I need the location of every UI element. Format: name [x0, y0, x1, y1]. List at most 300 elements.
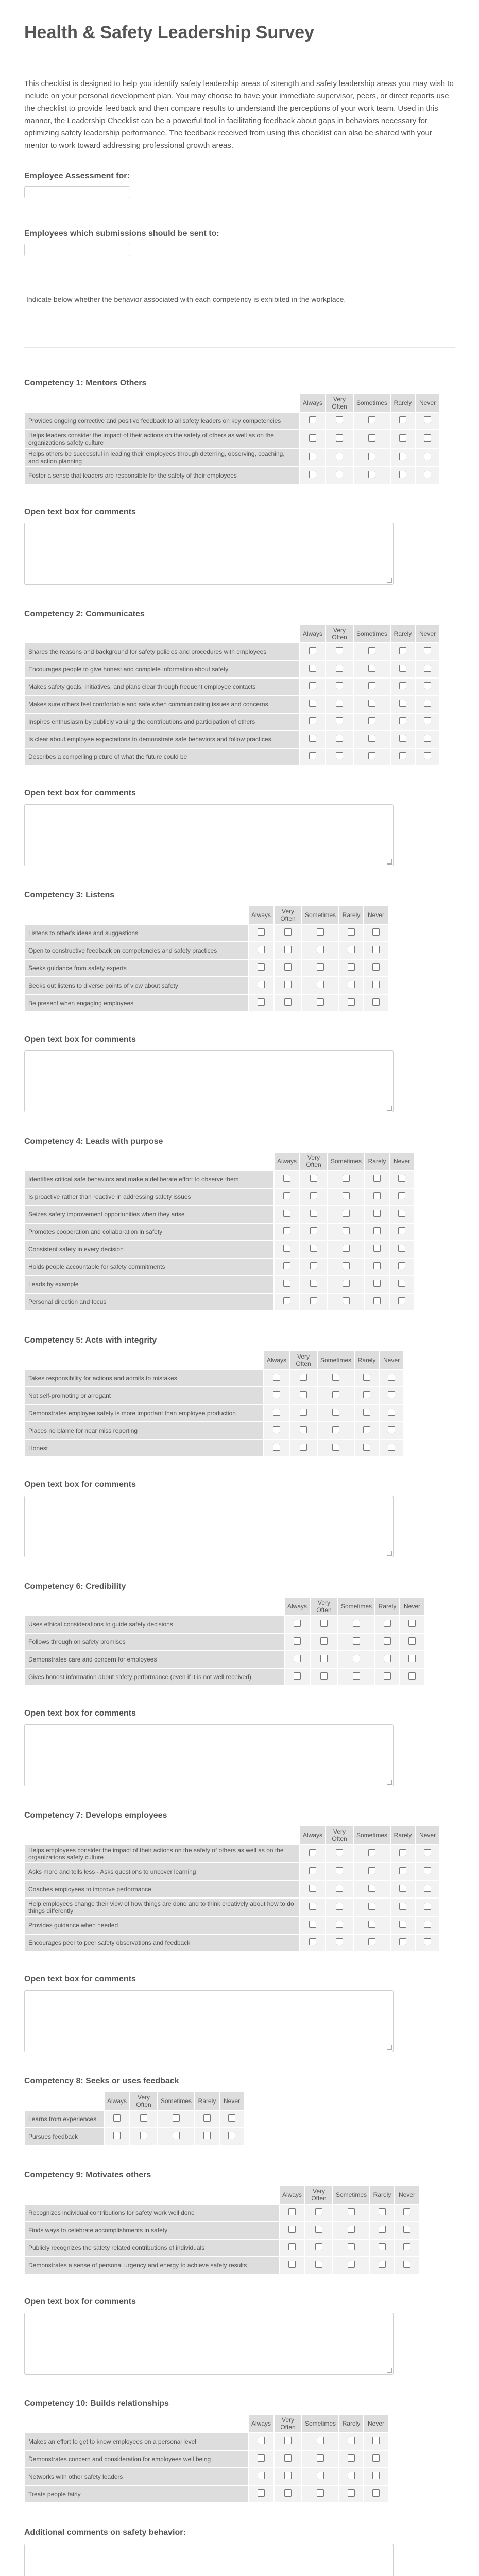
- rating-checkbox[interactable]: [348, 998, 355, 1006]
- rating-checkbox[interactable]: [113, 2132, 121, 2139]
- scale-header: Very Often: [311, 1598, 337, 1615]
- rating-checkbox[interactable]: [258, 2454, 265, 2462]
- rating-cell: [105, 2128, 129, 2145]
- rating-checkbox[interactable]: [379, 2261, 386, 2268]
- rating-checkbox[interactable]: [348, 946, 355, 953]
- rating-checkbox[interactable]: [403, 2261, 410, 2268]
- rating-cell: [380, 1387, 403, 1404]
- rating-checkbox[interactable]: [310, 1245, 317, 1252]
- rating-checkbox[interactable]: [343, 1262, 350, 1269]
- rating-checkbox[interactable]: [368, 717, 375, 724]
- rating-checkbox[interactable]: [336, 416, 343, 423]
- rating-checkbox[interactable]: [424, 1849, 431, 1856]
- rating-checkbox[interactable]: [228, 2132, 235, 2139]
- behavior-label: Makes an effort to get to know employees on a personal level: [25, 2433, 248, 2450]
- rating-checkbox[interactable]: [309, 453, 316, 460]
- rating-cell: [364, 977, 388, 994]
- rating-checkbox[interactable]: [398, 1280, 405, 1287]
- rating-cell: [302, 995, 338, 1011]
- rating-checkbox[interactable]: [309, 416, 316, 423]
- rating-checkbox[interactable]: [368, 471, 375, 478]
- rating-checkbox[interactable]: [399, 434, 406, 442]
- rating-cell: [249, 995, 273, 1011]
- comments-label: Open text box for comments: [24, 1480, 136, 1489]
- rating-checkbox[interactable]: [399, 647, 406, 654]
- rating-checkbox[interactable]: [300, 1409, 307, 1416]
- comments-textarea[interactable]: [24, 804, 394, 866]
- scale-header: Sometimes: [318, 1351, 354, 1369]
- rating-checkbox[interactable]: [332, 1444, 339, 1451]
- rating-checkbox[interactable]: [336, 1885, 343, 1892]
- rating-checkbox[interactable]: [348, 2208, 355, 2215]
- rating-checkbox[interactable]: [310, 1262, 317, 1269]
- rating-checkbox[interactable]: [372, 963, 380, 971]
- rating-checkbox[interactable]: [113, 2114, 121, 2122]
- rating-checkbox[interactable]: [203, 2114, 211, 2122]
- rating-checkbox[interactable]: [284, 2489, 292, 2497]
- rating-checkbox[interactable]: [424, 434, 431, 442]
- rating-checkbox[interactable]: [294, 1620, 301, 1627]
- rating-checkbox[interactable]: [336, 1867, 343, 1874]
- rating-checkbox[interactable]: [348, 2261, 355, 2268]
- rating-checkbox[interactable]: [348, 2437, 355, 2444]
- rating-checkbox[interactable]: [317, 2472, 324, 2479]
- rating-checkbox[interactable]: [348, 2243, 355, 2250]
- scale-header: Always: [249, 906, 273, 924]
- rating-checkbox[interactable]: [399, 416, 406, 423]
- rating-checkbox[interactable]: [343, 1245, 350, 1252]
- rating-checkbox[interactable]: [368, 1849, 375, 1856]
- rating-cell: [375, 1634, 399, 1650]
- rating-checkbox[interactable]: [317, 2489, 324, 2497]
- rating-checkbox[interactable]: [388, 1426, 395, 1433]
- rating-checkbox[interactable]: [309, 735, 316, 742]
- matrix-row: [25, 413, 439, 429]
- rating-checkbox[interactable]: [343, 1280, 350, 1287]
- rating-checkbox[interactable]: [399, 471, 406, 478]
- rating-checkbox[interactable]: [424, 682, 431, 689]
- rating-checkbox[interactable]: [373, 1210, 381, 1217]
- rating-checkbox[interactable]: [424, 1921, 431, 1928]
- rating-checkbox[interactable]: [372, 2454, 380, 2462]
- rating-checkbox[interactable]: [258, 2472, 265, 2479]
- rating-checkbox[interactable]: [336, 453, 343, 460]
- rating-checkbox[interactable]: [398, 1210, 405, 1217]
- rating-checkbox[interactable]: [368, 1885, 375, 1892]
- resize-handle-icon[interactable]: [387, 2368, 392, 2373]
- rating-checkbox[interactable]: [343, 1210, 350, 1217]
- rating-cell: [391, 714, 415, 730]
- rating-checkbox[interactable]: [403, 2226, 410, 2233]
- rating-checkbox[interactable]: [315, 2226, 322, 2233]
- rating-checkbox[interactable]: [309, 1938, 316, 1945]
- rating-checkbox[interactable]: [283, 1280, 290, 1287]
- rating-checkbox[interactable]: [424, 752, 431, 759]
- rating-checkbox[interactable]: [317, 981, 324, 988]
- rating-cell: [354, 413, 390, 429]
- rating-checkbox[interactable]: [373, 1280, 381, 1287]
- rating-checkbox[interactable]: [373, 1297, 381, 1304]
- rating-checkbox[interactable]: [368, 647, 375, 654]
- rating-cell: [390, 1241, 414, 1258]
- rating-checkbox[interactable]: [388, 1444, 395, 1451]
- rating-checkbox[interactable]: [363, 1374, 370, 1381]
- rating-cell: [275, 1259, 299, 1275]
- rating-checkbox[interactable]: [398, 1245, 405, 1252]
- rating-cell: [354, 679, 390, 695]
- rating-checkbox[interactable]: [336, 1921, 343, 1928]
- rating-checkbox[interactable]: [309, 1867, 316, 1874]
- comments-textarea[interactable]: [24, 1724, 394, 1786]
- rating-checkbox[interactable]: [273, 1426, 280, 1433]
- rating-checkbox[interactable]: [294, 1655, 301, 1662]
- rating-checkbox[interactable]: [310, 1280, 317, 1287]
- rating-checkbox[interactable]: [372, 998, 380, 1006]
- rating-checkbox[interactable]: [348, 2454, 355, 2462]
- rating-checkbox[interactable]: [348, 981, 355, 988]
- rating-checkbox[interactable]: [336, 1938, 343, 1945]
- rating-checkbox[interactable]: [332, 1409, 339, 1416]
- rating-checkbox[interactable]: [315, 2208, 322, 2215]
- rating-checkbox[interactable]: [310, 1227, 317, 1234]
- rating-checkbox[interactable]: [258, 928, 265, 936]
- rating-checkbox[interactable]: [353, 1655, 360, 1662]
- rating-checkbox[interactable]: [399, 1885, 406, 1892]
- rating-checkbox[interactable]: [398, 1262, 405, 1269]
- rating-checkbox[interactable]: [336, 647, 343, 654]
- rating-checkbox[interactable]: [309, 1903, 316, 1910]
- rating-checkbox[interactable]: [336, 434, 343, 442]
- rating-checkbox[interactable]: [368, 1867, 375, 1874]
- rating-checkbox[interactable]: [399, 665, 406, 672]
- rating-checkbox[interactable]: [348, 928, 355, 936]
- scale-header: Very Often: [326, 625, 353, 642]
- rating-checkbox[interactable]: [368, 752, 375, 759]
- rating-checkbox[interactable]: [317, 2454, 324, 2462]
- rating-checkbox[interactable]: [228, 2114, 235, 2122]
- rating-checkbox[interactable]: [399, 1849, 406, 1856]
- comments-textarea[interactable]: [24, 1990, 394, 2052]
- rating-checkbox[interactable]: [424, 453, 431, 460]
- rating-checkbox[interactable]: [336, 700, 343, 707]
- rating-checkbox[interactable]: [315, 2243, 322, 2250]
- rating-checkbox[interactable]: [336, 1849, 343, 1856]
- rating-checkbox[interactable]: [320, 1655, 328, 1662]
- rating-checkbox[interactable]: [336, 752, 343, 759]
- rating-checkbox[interactable]: [283, 1227, 290, 1234]
- rating-checkbox[interactable]: [273, 1409, 280, 1416]
- matrix-row: [25, 1387, 403, 1404]
- rating-checkbox[interactable]: [343, 1192, 350, 1199]
- rating-checkbox[interactable]: [368, 682, 375, 689]
- rating-checkbox[interactable]: [336, 682, 343, 689]
- rating-checkbox[interactable]: [368, 453, 375, 460]
- rating-checkbox[interactable]: [258, 981, 265, 988]
- rating-checkbox[interactable]: [310, 1175, 317, 1182]
- rating-checkbox[interactable]: [384, 1637, 391, 1645]
- rating-checkbox[interactable]: [399, 735, 406, 742]
- comments-block: [24, 789, 455, 866]
- matrix-row: [25, 1440, 403, 1456]
- rating-checkbox[interactable]: [284, 946, 292, 953]
- rating-checkbox[interactable]: [336, 717, 343, 724]
- rating-checkbox[interactable]: [384, 1655, 391, 1662]
- rating-checkbox[interactable]: [379, 2243, 386, 2250]
- rating-checkbox[interactable]: [140, 2132, 147, 2139]
- rating-checkbox[interactable]: [343, 1297, 350, 1304]
- rating-checkbox[interactable]: [424, 700, 431, 707]
- rating-checkbox[interactable]: [384, 1620, 391, 1627]
- resize-handle-icon[interactable]: [387, 859, 392, 865]
- resize-handle-icon[interactable]: [387, 2045, 392, 2050]
- rating-checkbox[interactable]: [348, 2226, 355, 2233]
- rating-cell: [280, 2240, 304, 2256]
- rating-checkbox[interactable]: [398, 1297, 405, 1304]
- rating-checkbox[interactable]: [284, 998, 292, 1006]
- rating-checkbox[interactable]: [399, 700, 406, 707]
- rating-checkbox[interactable]: [372, 928, 380, 936]
- rating-cell: [290, 1440, 317, 1456]
- rating-cell: [354, 731, 390, 748]
- rating-checkbox[interactable]: [300, 1374, 307, 1381]
- rating-checkbox[interactable]: [336, 735, 343, 742]
- rating-checkbox[interactable]: [398, 1175, 405, 1182]
- rating-checkbox[interactable]: [408, 1620, 416, 1627]
- rating-checkbox[interactable]: [379, 2226, 386, 2233]
- rating-checkbox[interactable]: [373, 1175, 381, 1182]
- rating-checkbox[interactable]: [399, 1867, 406, 1874]
- matrix-corner: [25, 2092, 104, 2110]
- rating-checkbox[interactable]: [368, 416, 375, 423]
- rating-checkbox[interactable]: [424, 1903, 431, 1910]
- rating-checkbox[interactable]: [424, 735, 431, 742]
- rating-checkbox[interactable]: [317, 928, 324, 936]
- rating-checkbox[interactable]: [294, 1637, 301, 1645]
- additional-comments-textarea[interactable]: [24, 2544, 394, 2576]
- rating-checkbox[interactable]: [348, 2472, 355, 2479]
- rating-checkbox[interactable]: [309, 1921, 316, 1928]
- rating-checkbox[interactable]: [283, 1245, 290, 1252]
- rating-checkbox[interactable]: [332, 1374, 339, 1381]
- rating-checkbox[interactable]: [399, 1921, 406, 1928]
- rating-checkbox[interactable]: [424, 717, 431, 724]
- rating-checkbox[interactable]: [424, 416, 431, 423]
- rating-checkbox[interactable]: [310, 1210, 317, 1217]
- rating-checkbox[interactable]: [408, 1637, 416, 1645]
- rating-checkbox[interactable]: [173, 2114, 180, 2122]
- rating-checkbox[interactable]: [373, 1245, 381, 1252]
- rating-checkbox[interactable]: [372, 981, 380, 988]
- rating-checkbox[interactable]: [403, 2208, 410, 2215]
- rating-checkbox[interactable]: [309, 434, 316, 442]
- rating-checkbox[interactable]: [353, 1637, 360, 1645]
- rating-checkbox[interactable]: [320, 1672, 328, 1680]
- rating-checkbox[interactable]: [424, 1867, 431, 1874]
- rating-checkbox[interactable]: [258, 998, 265, 1006]
- rating-checkbox[interactable]: [353, 1672, 360, 1680]
- matrix-row: [25, 2257, 419, 2274]
- rating-checkbox[interactable]: [317, 998, 324, 1006]
- rating-checkbox[interactable]: [309, 682, 316, 689]
- rating-checkbox[interactable]: [140, 2114, 147, 2122]
- resize-handle-icon[interactable]: [387, 578, 392, 583]
- rating-checkbox[interactable]: [398, 1192, 405, 1199]
- rating-checkbox[interactable]: [368, 665, 375, 672]
- rating-checkbox[interactable]: [372, 2472, 380, 2479]
- rating-checkbox[interactable]: [309, 647, 316, 654]
- rating-checkbox[interactable]: [399, 752, 406, 759]
- rating-checkbox[interactable]: [203, 2132, 211, 2139]
- rating-checkbox[interactable]: [317, 2437, 324, 2444]
- rating-checkbox[interactable]: [284, 981, 292, 988]
- rating-checkbox[interactable]: [288, 2226, 296, 2233]
- resize-handle-icon[interactable]: [387, 1106, 392, 1111]
- comments-textarea[interactable]: [24, 1496, 394, 1557]
- behavior-label: Seeks guidance from safety experts: [25, 960, 248, 976]
- rating-checkbox[interactable]: [336, 1903, 343, 1910]
- rating-checkbox[interactable]: [283, 1192, 290, 1199]
- rating-checkbox[interactable]: [403, 2243, 410, 2250]
- rating-checkbox[interactable]: [399, 1938, 406, 1945]
- resize-handle-icon[interactable]: [387, 1780, 392, 1785]
- rating-cell: [300, 1935, 325, 1951]
- employee-assessment-input[interactable]: [24, 186, 130, 198]
- comments-textarea[interactable]: [24, 1050, 394, 1112]
- rating-checkbox[interactable]: [288, 2261, 296, 2268]
- rating-checkbox[interactable]: [310, 1297, 317, 1304]
- rating-checkbox[interactable]: [368, 1903, 375, 1910]
- rating-checkbox[interactable]: [317, 963, 324, 971]
- rating-checkbox[interactable]: [363, 1391, 370, 1398]
- rating-checkbox[interactable]: [424, 647, 431, 654]
- rating-checkbox[interactable]: [309, 665, 316, 672]
- rating-checkbox[interactable]: [388, 1374, 395, 1381]
- rating-checkbox[interactable]: [288, 2243, 296, 2250]
- rating-checkbox[interactable]: [336, 665, 343, 672]
- rating-checkbox[interactable]: [336, 471, 343, 478]
- rating-checkbox[interactable]: [258, 946, 265, 953]
- rating-checkbox[interactable]: [408, 1672, 416, 1680]
- rating-checkbox[interactable]: [284, 963, 292, 971]
- rating-checkbox[interactable]: [273, 1444, 280, 1451]
- rating-checkbox[interactable]: [283, 1262, 290, 1269]
- rating-checkbox[interactable]: [173, 2132, 180, 2139]
- resize-handle-icon[interactable]: [387, 1551, 392, 1556]
- rating-checkbox[interactable]: [399, 717, 406, 724]
- rating-checkbox[interactable]: [310, 1192, 317, 1199]
- rating-checkbox[interactable]: [384, 1672, 391, 1680]
- rating-checkbox[interactable]: [373, 1227, 381, 1234]
- rating-checkbox[interactable]: [348, 2489, 355, 2497]
- rating-checkbox[interactable]: [283, 1297, 290, 1304]
- rating-checkbox[interactable]: [348, 963, 355, 971]
- rating-cell: [416, 430, 439, 448]
- rating-checkbox[interactable]: [343, 1227, 350, 1234]
- rating-checkbox[interactable]: [372, 2437, 380, 2444]
- rating-checkbox[interactable]: [283, 1175, 290, 1182]
- behavior-label: Coaches employees to improve performance: [25, 1881, 299, 1897]
- rating-checkbox[interactable]: [284, 2454, 292, 2462]
- rating-checkbox[interactable]: [273, 1374, 280, 1381]
- rating-checkbox[interactable]: [283, 1210, 290, 1217]
- rating-checkbox[interactable]: [258, 2489, 265, 2497]
- rating-cell: [364, 2486, 388, 2502]
- rating-checkbox[interactable]: [284, 2472, 292, 2479]
- rating-checkbox[interactable]: [309, 700, 316, 707]
- rating-checkbox[interactable]: [317, 946, 324, 953]
- rating-cell: [390, 1171, 414, 1188]
- rating-checkbox[interactable]: [373, 1262, 381, 1269]
- rating-checkbox[interactable]: [363, 1409, 370, 1416]
- rating-checkbox[interactable]: [408, 1655, 416, 1662]
- rating-checkbox[interactable]: [309, 717, 316, 724]
- rating-checkbox[interactable]: [399, 453, 406, 460]
- rating-checkbox[interactable]: [300, 1391, 307, 1398]
- rating-checkbox[interactable]: [258, 2437, 265, 2444]
- rating-checkbox[interactable]: [398, 1227, 405, 1234]
- rating-checkbox[interactable]: [368, 1921, 375, 1928]
- rating-checkbox[interactable]: [379, 2208, 386, 2215]
- comments-textarea[interactable]: [24, 523, 394, 585]
- rating-cell: [300, 643, 325, 660]
- rating-checkbox[interactable]: [284, 928, 292, 936]
- rating-checkbox[interactable]: [294, 1672, 301, 1680]
- rating-checkbox[interactable]: [309, 1885, 316, 1892]
- rating-checkbox[interactable]: [368, 700, 375, 707]
- rating-checkbox[interactable]: [399, 1903, 406, 1910]
- rating-checkbox[interactable]: [424, 1885, 431, 1892]
- rating-checkbox[interactable]: [309, 471, 316, 478]
- rating-checkbox[interactable]: [424, 471, 431, 478]
- rating-cell: [326, 749, 353, 765]
- rating-checkbox[interactable]: [424, 665, 431, 672]
- competency-section: [24, 2399, 455, 2503]
- rating-checkbox[interactable]: [309, 752, 316, 759]
- recipients-input[interactable]: [24, 244, 130, 256]
- rating-checkbox[interactable]: [343, 1175, 350, 1182]
- rating-checkbox[interactable]: [372, 946, 380, 953]
- rating-checkbox[interactable]: [300, 1444, 307, 1451]
- comments-textarea[interactable]: [24, 2313, 394, 2375]
- rating-checkbox[interactable]: [332, 1426, 339, 1433]
- rating-checkbox[interactable]: [288, 2208, 296, 2215]
- rating-checkbox[interactable]: [368, 735, 375, 742]
- rating-checkbox[interactable]: [258, 963, 265, 971]
- rating-checkbox[interactable]: [363, 1426, 370, 1433]
- rating-checkbox[interactable]: [309, 1849, 316, 1856]
- rating-checkbox[interactable]: [284, 2437, 292, 2444]
- rating-cell: [354, 430, 390, 448]
- rating-checkbox[interactable]: [399, 682, 406, 689]
- rating-checkbox[interactable]: [332, 1391, 339, 1398]
- rating-checkbox[interactable]: [424, 1938, 431, 1945]
- rating-checkbox[interactable]: [300, 1426, 307, 1433]
- rating-checkbox[interactable]: [353, 1620, 360, 1627]
- rating-checkbox[interactable]: [320, 1637, 328, 1645]
- rating-checkbox[interactable]: [373, 1192, 381, 1199]
- rating-checkbox[interactable]: [363, 1444, 370, 1451]
- rating-checkbox[interactable]: [273, 1391, 280, 1398]
- rating-checkbox[interactable]: [315, 2261, 322, 2268]
- rating-checkbox[interactable]: [368, 434, 375, 442]
- rating-checkbox[interactable]: [320, 1620, 328, 1627]
- rating-checkbox[interactable]: [388, 1391, 395, 1398]
- behavior-label: Learns from experiences: [25, 2111, 104, 2127]
- behavior-label: Open to constructive feedback on competencies and safety practices: [25, 942, 248, 959]
- rating-checkbox[interactable]: [388, 1409, 395, 1416]
- rating-checkbox[interactable]: [368, 1938, 375, 1945]
- rating-checkbox[interactable]: [372, 2489, 380, 2497]
